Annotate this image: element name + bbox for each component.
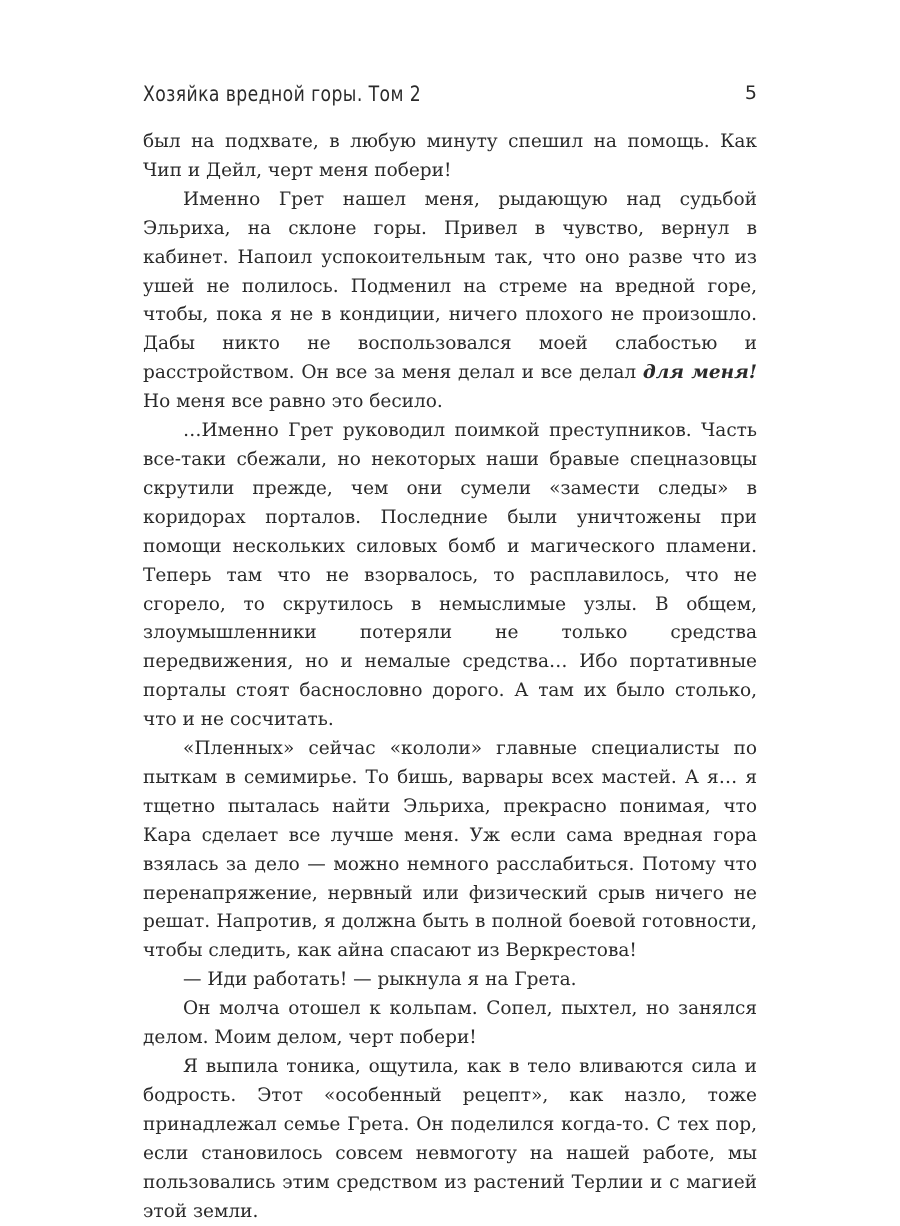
paragraph-5: — Иди работать! — рыкнула я на Грета.	[183, 969, 577, 991]
paragraph-4: «Пленных» сейчас «кололи» главные специалисты по пыткам в семимирье. То бишь, варвары всех мастей. А я… я тщетно пыталась найти Эльриха, прекрасно понимая, что Кара сделает все лучше меня. Уж если сама вредная гора взялась за дело — можно немного расслабиться. Потому что перенапряжение, нервный или физический срыв ничего не решат. Напротив, я должна быть в полной боевой готовности, чтобы следить, как айна спасают из Веркрестова!	[143, 738, 757, 962]
running-head	[143, 82, 757, 114]
paragraph-2	[143, 186, 757, 417]
paragraph-6: Он молча отошел к кольпам. Сопел, пыхтел, но занялся делом. Моим делом, черт побери!	[143, 998, 757, 1049]
book-title: Хозяйка вредной горы. Том 2	[143, 82, 422, 106]
paragraph-7: Я выпила тоника, ощутила, как в тело вливаются сила и бодрость. Этот «особенный рецепт», как назло, тоже принадлежал семье Грета. Он поделился когда-то. С тех пор, если становилось совсем невмоготу на нашей работе, мы пользовались этим средством из растений Терлии и с магией этой земли.	[143, 1056, 757, 1222]
paragraph-3: …Именно Грет руководил поимкой преступников. Часть все-таки сбежали, но некоторых наши бравые спецназовцы скрутили прежде, чем они сумели «замести следы» в коридорах порталов. Последние были уничтожены при помощи нескольких силовых бомб и магического пламени. Теперь там что не взорвалось, то расплавилось, что не сгорело, то скрутилось в немыслимые узлы. В общем, злоумышленники потеряли не только средства передвижения, но и немалые средства… Ибо портативные порталы стоят баснословно дорого. А там их было столько, что и не сосчитать.	[143, 420, 757, 731]
emphasis-text: для меня!	[642, 362, 757, 384]
page-number: 5	[744, 82, 757, 104]
paragraph-2-tail: Но меня все равно это бесило.	[143, 391, 443, 413]
body-text	[143, 128, 757, 1226]
paragraph-1: был на подхвате, в любую минуту спешил на помощь. Как Чип и Дейл, черт меня побери!	[143, 131, 757, 181]
paragraph-2-text: Именно Грет нашел меня, рыдающую над судьбой Эльриха, на склоне горы. Привел в чувство, вернул в кабинет. Напоил успокоительным так, что оно разве что из ушей не полилось. Подменил на стреме на вредной горе, чтобы, пока я не в кондиции, ничего плохого не произошло. Дабы никто не воспользовался моей слабостью и расстройством. Он все за меня делал и все делал	[143, 188, 757, 384]
